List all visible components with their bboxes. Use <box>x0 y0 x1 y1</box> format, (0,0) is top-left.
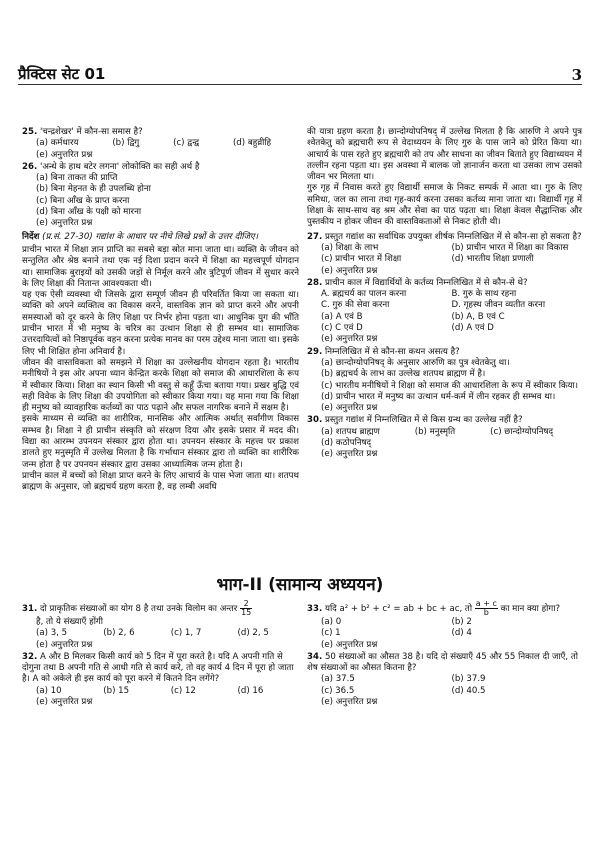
option-d[interactable]: (d) बहुव्रीहि <box>232 138 272 149</box>
option-e[interactable]: (e) अनुत्तरित प्रश्न <box>36 218 93 229</box>
question-text: 'अन्धे के हाथ बटेर लगना' लोकोक्ति का सही अर्थ है <box>39 161 200 172</box>
option-e[interactable]: (e) अनुत्तरित प्रश्न <box>321 697 378 708</box>
option-d[interactable]: (d) 4 <box>451 628 472 639</box>
directions-text: (प्र.सं. 27-30) गद्यांश के आधार पर नीचे लिखे प्रश्नों के उत्तर दीजिए। <box>39 231 259 242</box>
passage-paragraph: यह एक ऐसी व्यवस्था थी जिसके द्वारा सम्पूर्ण जीवन ही परिवर्तित किया जा सकता था। व्यक्ति को अपने व्यक्तित्व का विकास करने, वास्तविक ज्ञान को प्राप्त करने और अपनी समस्याओं को दूर करने के लिए शिक्षा पर निर्भर होना पड़ता था। आधुनिक युग की भाँति प्राचीन भारत में भी मनुष्य के चरित्र का उत्थान शिक्षा से ही सम्भव था। सामाजिक उत्तरदायित्वों को निष्ठापूर्वक वहन करना प्रत्येक मानव का परम उद्देश्य माना जाता था। इसके लिए भी शिक्षित होना अनिवार्य है। <box>22 290 299 357</box>
question-number: 34. <box>307 651 323 662</box>
options <box>22 138 299 149</box>
question-text: A और B मिलकर किसी कार्य को 5 दिन में पूरा करते है। यदि A अपनी गति से दोगुना तथा B अपनी गति से आधी गति से कार्य करे, तो वह कार्य 4 दिन में पूरा हो जाता है। A को अकेले ही इस कार्य को पूरा करने में कितने दिन लगेंगे? <box>22 651 294 685</box>
options <box>22 628 299 639</box>
option-a[interactable]: (a) 10 <box>36 685 62 696</box>
question-30 <box>307 415 582 460</box>
option-d[interactable]: (d) 40.5 <box>451 685 486 696</box>
option-e[interactable]: (e) अनुत्तरित प्रश्न <box>321 265 378 276</box>
statement-b: B. गुरु के साथ रहना <box>451 289 517 300</box>
section-title: भाग-II (सामान्य अध्ययन) <box>216 575 384 595</box>
options <box>307 243 582 266</box>
question-28 <box>307 278 582 346</box>
option-d[interactable]: (d) A एवं D <box>451 323 494 334</box>
question-text: दो प्राकृतिक संख्याओं का योग 8 है तथा उनके विलोम का अन्तर <box>39 604 238 614</box>
option-b[interactable]: (b) प्राचीन भारत में शिक्षा का विकास <box>451 242 569 253</box>
question-number: 26. <box>22 161 38 172</box>
right-column <box>307 127 582 462</box>
passage-paragraph: गुरु गृह में निवास करते हुए विद्यार्थी समाज के निकट सम्पर्क में आता था। गुरु के लिए समिधा, जल का लाना तथा गृह-कार्य करना उसका कर्तव्य माना जाता था। विद्यार्थी गृह में शिक्षा के साथ-साथ वह श्रम और सेवा का पाठ पढ़ता था। शिक्षा केवल सैद्धान्तिक और पुस्तकीय न होकर जीवन की वास्तविकताओं से निकट होती थी। <box>307 183 582 228</box>
part2-right-column <box>307 600 582 709</box>
option-c[interactable]: (c) प्राचीन भारत में शिक्षा <box>321 254 402 265</box>
question-32 <box>22 652 299 708</box>
question-number: 27. <box>307 231 323 242</box>
option-e[interactable]: (e) अनुत्तरित प्रश्न <box>321 639 378 650</box>
option-d[interactable]: (d) बिना आँख के पक्षी को मारना <box>36 207 142 218</box>
question-26 <box>22 162 299 230</box>
option-a[interactable]: (a) बिना ताकत की प्राप्ति <box>36 173 118 184</box>
fraction-numerator: 2 <box>240 600 252 609</box>
fraction-denominator: b <box>483 608 489 617</box>
question-29 <box>307 347 582 415</box>
question-number: 32. <box>22 651 38 662</box>
passage-paragraph: जीवन की वास्तविकता को समझने में शिक्षा का उल्लेखनीय योगदान रहता है। भारतीय मनीषियों ने इस ओर अपना ध्यान केन्द्रित करके शिक्षा को समाज की आधारशिला के रूप में स्वीकार किया। शिक्षा का स्थान किसी भी वस्तु से कहूँ ऊँचा बताया गया। प्रखर बुद्धि एवं सही विवेक के लिए शिक्षा की उपयोगिता को स्वीकार किया गया। यह माना गया कि शिक्षा ही मनुष्य को व्यावहारिक कर्तव्यों का पाठ पढ़ाने और सफल नागरिक बनाने में सक्षम है। <box>22 357 299 414</box>
question-34 <box>307 652 582 708</box>
question-number: 28. <box>307 277 323 288</box>
fraction-numerator: a + c <box>475 599 497 608</box>
option-a[interactable]: (a) 3, 5 <box>36 628 68 639</box>
question-25 <box>22 127 299 161</box>
option-a[interactable]: (a) 37.5 <box>321 674 355 685</box>
option-c[interactable]: (c) छान्दोग्योपनिषद् <box>490 426 554 437</box>
option-c[interactable]: (c) 1, 7 <box>170 628 202 639</box>
options <box>307 427 582 450</box>
option-c[interactable]: (c) भारतीय मनीषियों ने शिक्षा को समाज की आधारशिला के रूप में स्वीकार किया। <box>321 380 579 391</box>
passage-paragraph: की यात्रा ग्रहण करता है। छान्दोग्योपनिषद् में उल्लेख मिलता है कि आरुणि ने अपने पुत्र श्वेतकेतु को ब्रह्मचारी रूप से वेदाध्ययन के लिए गुरु के पास जाने को प्रेरित किया था। आचार्य के पास रहते हुए ब्रह्मचारी को तप और साधना का जीवन बिताते हुए विद्याध्ययन में तल्लीन रहना पड़ता था। इस अवस्था में बालक जो ज्ञानार्जन करता था उसका लाभ उसको जीवन भर मिलता था। <box>307 127 582 183</box>
passage-paragraph: इसके माध्यम से व्यक्ति का शारीरिक, मानसिक और आत्मिक अर्थात् सर्वांगीण विकास सम्भव है। शिक्षा ने ही प्राचीन संस्कृति को संरक्षण दिया और इसके प्रसार में मदद की। विद्या का आरम्भ उपनयन संस्कार द्वारा होता था। उपनयन संस्कार के महत्त्व पर प्रकाश डालते हुए मनुस्मृति में उल्लेख मिलता है कि गर्भाधान संस्कार द्वारा तो व्यक्ति का शारीरिक जन्म होता है पर उपनयन संस्कार द्वारा उसका आध्यात्मिक जन्म होता है। <box>22 414 299 470</box>
option-e[interactable]: (e) अनुत्तरित प्रश्न <box>321 334 378 345</box>
question-text: प्रस्तुत गद्यांश में निम्नलिखित में से किस ग्रन्थ का उल्लेख नहीं है? <box>324 415 523 426</box>
statement-c: C. गुरु की सेवा करना <box>321 300 390 311</box>
options <box>307 674 582 697</box>
page-header <box>18 58 582 85</box>
question-number: 25. <box>22 127 38 137</box>
option-a[interactable]: (a) 0 <box>321 617 342 627</box>
option-a[interactable]: (a) छान्दोग्योपनिषद् के अनुसार आरुणि का पुत्र श्वेतकेतु था। <box>321 357 510 368</box>
question-number: 30. <box>307 415 323 426</box>
question-27 <box>307 232 582 277</box>
passage-paragraph: प्राचीन भारत में शिक्षा ज्ञान प्राप्ति का सबसे बड़ा स्रोत माना जाता था। व्यक्ति के जीवन को सन्तुलित और श्रेष्ठ बनाने तथा एक नई दिशा प्रदान करने में शिक्षा का महत्त्वपूर्ण योगदान था। सामाजिक बुराइयों को उसकी जड़ों से निर्मूल करने और त्रुटिपूर्ण जीवन में सुधार करने के लिए शिक्षा की नितान्त आवश्यकता थी। <box>22 244 299 289</box>
option-c[interactable]: (c) द्वन्द्व <box>173 138 200 149</box>
option-b[interactable]: (b) 2 <box>451 617 472 627</box>
option-a[interactable]: (a) शिक्षा के लाभ <box>321 242 379 253</box>
fraction <box>240 600 252 617</box>
option-b[interactable]: (b) ब्रह्मचर्य के लाभ का उल्लेख शतपथ ब्राह्मण में है। <box>321 369 486 380</box>
option-d[interactable]: (d) 2, 5 <box>237 628 269 639</box>
page-number: 3 <box>571 66 582 84</box>
option-b[interactable]: (b) बिना मेहनत के ही उपलब्धि होना <box>36 184 151 195</box>
option-c[interactable]: (c) 36.5 <box>321 685 355 696</box>
left-column <box>22 127 299 494</box>
option-c[interactable]: (c) C एवं D <box>321 323 363 334</box>
option-c[interactable]: (c) बिना आँख के प्राप्त करना <box>36 195 130 206</box>
option-a[interactable]: (a) कर्मधारय <box>36 138 79 149</box>
practice-set-title: प्रैक्टिस सेट 01 <box>18 65 106 83</box>
option-d[interactable]: (d) 16 <box>237 685 264 696</box>
question-number: 33. <box>307 604 323 614</box>
fraction <box>475 600 498 617</box>
directions-label: निर्देश <box>22 231 40 242</box>
question-text: प्रस्तुत गद्यांश का सर्वाधिक उपयुक्त शीर्षक निम्नलिखित में से कौन-सा हो सकता है? <box>324 231 582 242</box>
question-text: यदि a² + b² + c² = ab + bc + ac, तो <box>324 604 473 614</box>
option-d[interactable]: (d) कठोपनिषद् <box>321 438 372 449</box>
statement-a: A. ब्रह्मचर्य का पालन करना <box>321 289 407 300</box>
part2-left-column <box>22 600 299 709</box>
option-c[interactable]: (c) 1 <box>321 628 341 639</box>
directions <box>22 232 299 243</box>
passage-paragraph: प्राचीन काल में बच्चों को शिक्षा प्राप्त करने के लिए आचार्य के पास भेजा जाता था। शतपथ ब्राह्मण के अनुसार, जो ब्रह्मचर्य ग्रहण करता है, वह लम्बी अवधि <box>22 470 299 493</box>
option-d[interactable]: (d) भारतीय शिक्षा प्रणाली <box>451 254 534 265</box>
options <box>307 312 582 335</box>
option-b[interactable]: (b) द्विगु <box>112 138 140 149</box>
question-text-cont: का मान क्या होगा? <box>500 604 561 614</box>
question-text-cont: है, तो ये संख्याएँ होंगी <box>36 617 103 627</box>
question-number: 29. <box>307 346 323 357</box>
statements <box>307 289 582 312</box>
option-c[interactable]: (c) 12 <box>170 685 196 696</box>
option-d[interactable]: (d) प्राचीन भारत में मनुष्य का उत्थान धर्म-कर्म में लीन रहकर ही सम्भव था। <box>321 391 556 402</box>
option-b[interactable]: (b) मनुस्मृति <box>414 426 456 437</box>
option-e[interactable]: (e) अनुत्तरित प्रश्न <box>36 697 93 708</box>
option-b[interactable]: (b) 15 <box>103 685 130 696</box>
statement-d: D. गृहस्थ जीवन व्यतीत करना <box>451 300 546 311</box>
question-number: 31. <box>22 604 38 614</box>
question-text: प्राचीन काल में विद्यार्थियों के कर्तव्य निम्नलिखित में से कौन-से थे? <box>324 277 528 288</box>
question-text: निम्नलिखित में से कौन-सा कथन असत्य है? <box>324 346 460 357</box>
option-e[interactable]: (e) अनुत्तरित प्रश्न <box>36 639 93 650</box>
option-e[interactable]: (e) अनुत्तरित प्रश्न <box>36 149 93 160</box>
option-e[interactable]: (e) अनुत्तरित प्रश्न <box>321 403 378 414</box>
options <box>22 686 299 697</box>
question-text: 'चन्द्रशेखर' में कौन-सा समास है? <box>39 127 143 137</box>
question-text: 50 संख्याओं का औसत 38 है। यदि दो संख्याएँ 45 और 55 निकाल दी जाएँ, तो शेष संख्याओं का औसत कितना है? <box>307 651 578 674</box>
question-33 <box>307 600 582 651</box>
question-31 <box>22 600 299 651</box>
options <box>307 617 582 640</box>
option-a[interactable]: (a) शतपथ ब्राह्मण <box>321 426 380 437</box>
option-b[interactable]: (b) A, B एवं C <box>451 311 505 322</box>
option-a[interactable]: (a) A एवं B <box>321 311 363 322</box>
option-b[interactable]: (b) 37.9 <box>451 674 486 685</box>
option-e[interactable]: (e) अनुत्तरित प्रश्न <box>321 449 378 460</box>
fraction-denominator: 15 <box>241 608 252 617</box>
option-b[interactable]: (b) 2, 6 <box>103 628 135 639</box>
